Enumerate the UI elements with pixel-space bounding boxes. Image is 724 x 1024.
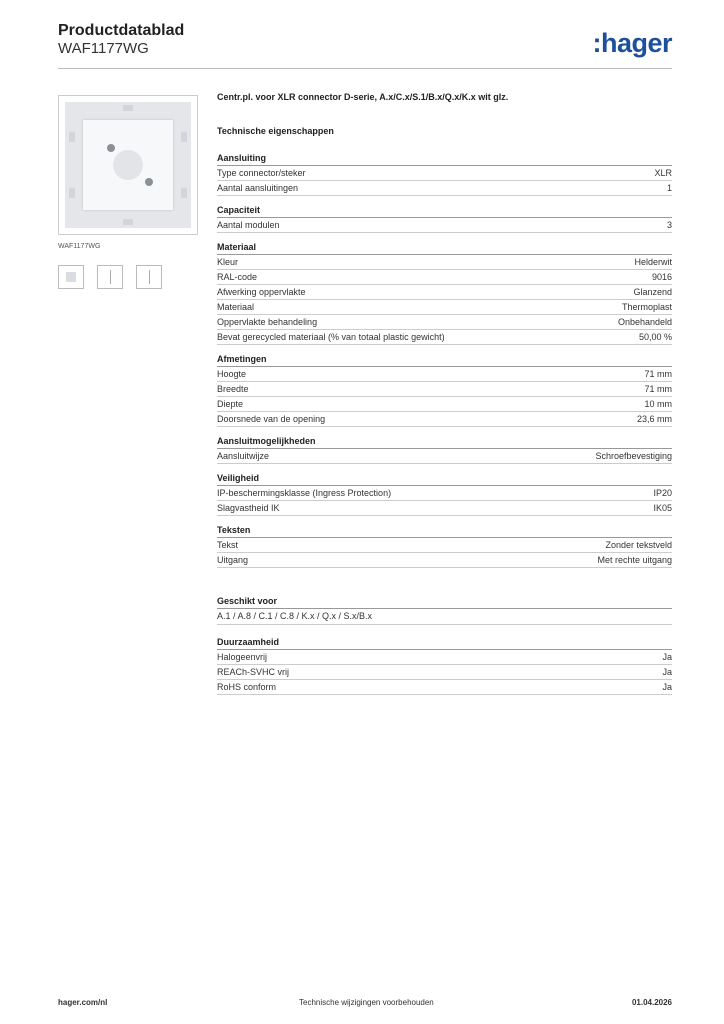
- product-code: WAF1177WG: [58, 40, 149, 57]
- spec-row: [217, 501, 672, 516]
- spec-label: Aansluitwijze: [217, 451, 270, 461]
- spec-section: [217, 242, 672, 345]
- spec-value: 71 mm: [644, 369, 672, 379]
- spec-row: [217, 270, 672, 285]
- suitable-section: [217, 596, 672, 625]
- spec-label: Aantal aansluitingen: [217, 183, 299, 193]
- spec-label: Afwerking oppervlakte: [217, 287, 306, 297]
- spec-value: 23,6 mm: [636, 414, 672, 424]
- spec-section: [217, 525, 672, 568]
- spec-label: RAL-code: [217, 272, 258, 282]
- spec-value: Ja: [662, 652, 672, 662]
- slot: [69, 132, 75, 142]
- spec-label: IP-beschermingsklasse (Ingress Protection): [217, 488, 392, 498]
- spec-row: [217, 255, 672, 270]
- spec-value: Met rechte uitgang: [597, 555, 672, 565]
- spec-label: Type connector/steker: [217, 168, 306, 178]
- thumbnail-line: [110, 270, 111, 284]
- plate-center: [83, 120, 173, 210]
- footer-date: 01.04.2026: [631, 998, 672, 1007]
- spec-label: Slagvastheid IK: [217, 503, 280, 513]
- spec-row: [217, 486, 672, 501]
- spec-section: [217, 205, 672, 233]
- spec-label: Diepte: [217, 399, 244, 409]
- thumbnail-line: [149, 270, 150, 284]
- spec-row: [217, 665, 672, 680]
- spec-value: 71 mm: [644, 384, 672, 394]
- spec-row: [217, 218, 672, 233]
- spec-row: [217, 650, 672, 665]
- spec-value: Helderwit: [634, 257, 672, 267]
- spec-row: [217, 166, 672, 181]
- section-title: Geschikt voor: [217, 596, 672, 609]
- spec-sections: [217, 153, 672, 568]
- spec-content: [217, 92, 672, 704]
- spec-section: [217, 354, 672, 427]
- thumbnail-drawing[interactable]: [136, 265, 162, 289]
- spec-label: Uitgang: [217, 555, 249, 565]
- spec-label: Tekst: [217, 540, 239, 550]
- spec-row: [217, 382, 672, 397]
- spec-value: Ja: [662, 682, 672, 692]
- spec-value: Ja: [662, 667, 672, 677]
- spec-label: Kleur: [217, 257, 239, 267]
- section-title: Aansluitmogelijkheden: [217, 436, 672, 449]
- spec-label: Oppervlakte behandeling: [217, 317, 318, 327]
- spec-row: [217, 285, 672, 300]
- spec-value: Onbehandeld: [617, 317, 672, 327]
- spec-row: [217, 412, 672, 427]
- thumbnail-front[interactable]: [58, 265, 84, 289]
- slot: [123, 219, 133, 225]
- spec-row: [217, 330, 672, 345]
- product-image: [58, 95, 198, 235]
- spec-label: RoHS conform: [217, 682, 277, 692]
- section-title: Capaciteit: [217, 205, 672, 218]
- spec-row: [217, 538, 672, 553]
- spec-label: Aantal modulen: [217, 220, 280, 230]
- sustainability-section: [217, 637, 672, 695]
- spec-row: [217, 367, 672, 382]
- spec-label: Hoogte: [217, 369, 247, 379]
- slot: [69, 188, 75, 198]
- plate-frame: [65, 102, 191, 228]
- spec-row: [217, 397, 672, 412]
- spec-value: IK05: [653, 503, 672, 513]
- thumbnail-side[interactable]: [97, 265, 123, 289]
- spec-row: [217, 315, 672, 330]
- spec-section: [217, 153, 672, 196]
- section-title: Duurzaamheid: [217, 637, 672, 650]
- spec-label: Halogeenvrij: [217, 652, 268, 662]
- spec-value: Schroefbevestiging: [595, 451, 672, 461]
- spec-value: 3: [666, 220, 672, 230]
- connector-opening: [113, 150, 143, 180]
- spec-label: Bevat gerecycled materiaal (% van totaal plastic gewicht): [217, 332, 445, 342]
- spec-row: [217, 181, 672, 196]
- spec-row: [217, 449, 672, 464]
- spec-value: 1: [666, 183, 672, 193]
- suitable-value: A.1 / A.8 / C.1 / C.8 / K.x / Q.x / S.x/B.x: [217, 609, 672, 625]
- spec-row: [217, 300, 672, 315]
- spec-value: Zonder tekstveld: [605, 540, 672, 550]
- spec-row: [217, 553, 672, 568]
- spec-value: XLR: [654, 168, 672, 178]
- footer-disclaimer: Technische wijzigingen voorbehouden: [299, 998, 434, 1007]
- spec-label: REACh-SVHC vrij: [217, 667, 290, 677]
- section-title: Teksten: [217, 525, 672, 538]
- spec-section: [217, 436, 672, 464]
- screw: [145, 178, 153, 186]
- spec-value: Thermoplast: [621, 302, 672, 312]
- spec-value: 50,00 %: [638, 332, 672, 342]
- spec-value: 10 mm: [644, 399, 672, 409]
- header-divider: [58, 68, 672, 69]
- image-caption: WAF1177WG: [58, 243, 101, 250]
- page-title: Productdatablad: [58, 22, 185, 39]
- spec-value: IP20: [653, 488, 672, 498]
- slot: [123, 105, 133, 111]
- section-title: Aansluiting: [217, 153, 672, 166]
- spec-section: [217, 473, 672, 516]
- spec-label: Materiaal: [217, 302, 255, 312]
- section-title: Veiligheid: [217, 473, 672, 486]
- spec-label: Breedte: [217, 384, 249, 394]
- slot: [181, 132, 187, 142]
- hager-logo: :hager: [592, 28, 672, 58]
- spec-value: Glanzend: [633, 287, 672, 297]
- spec-value: 9016: [651, 272, 672, 282]
- thumbnail-plate: [66, 272, 76, 282]
- section-title: Materiaal: [217, 242, 672, 255]
- product-description: Centr.pl. voor XLR connector D-serie, A.x/C.x/S.1/B.x/Q.x/K.x wit glz.: [217, 92, 509, 102]
- slot: [181, 188, 187, 198]
- spec-row: [217, 680, 672, 695]
- section-title: Afmetingen: [217, 354, 672, 367]
- footer-website[interactable]: hager.com/nl: [58, 998, 108, 1007]
- tech-properties-title: Technische eigenschappen: [217, 126, 334, 136]
- screw: [107, 144, 115, 152]
- spec-label: Doorsnede van de opening: [217, 414, 326, 424]
